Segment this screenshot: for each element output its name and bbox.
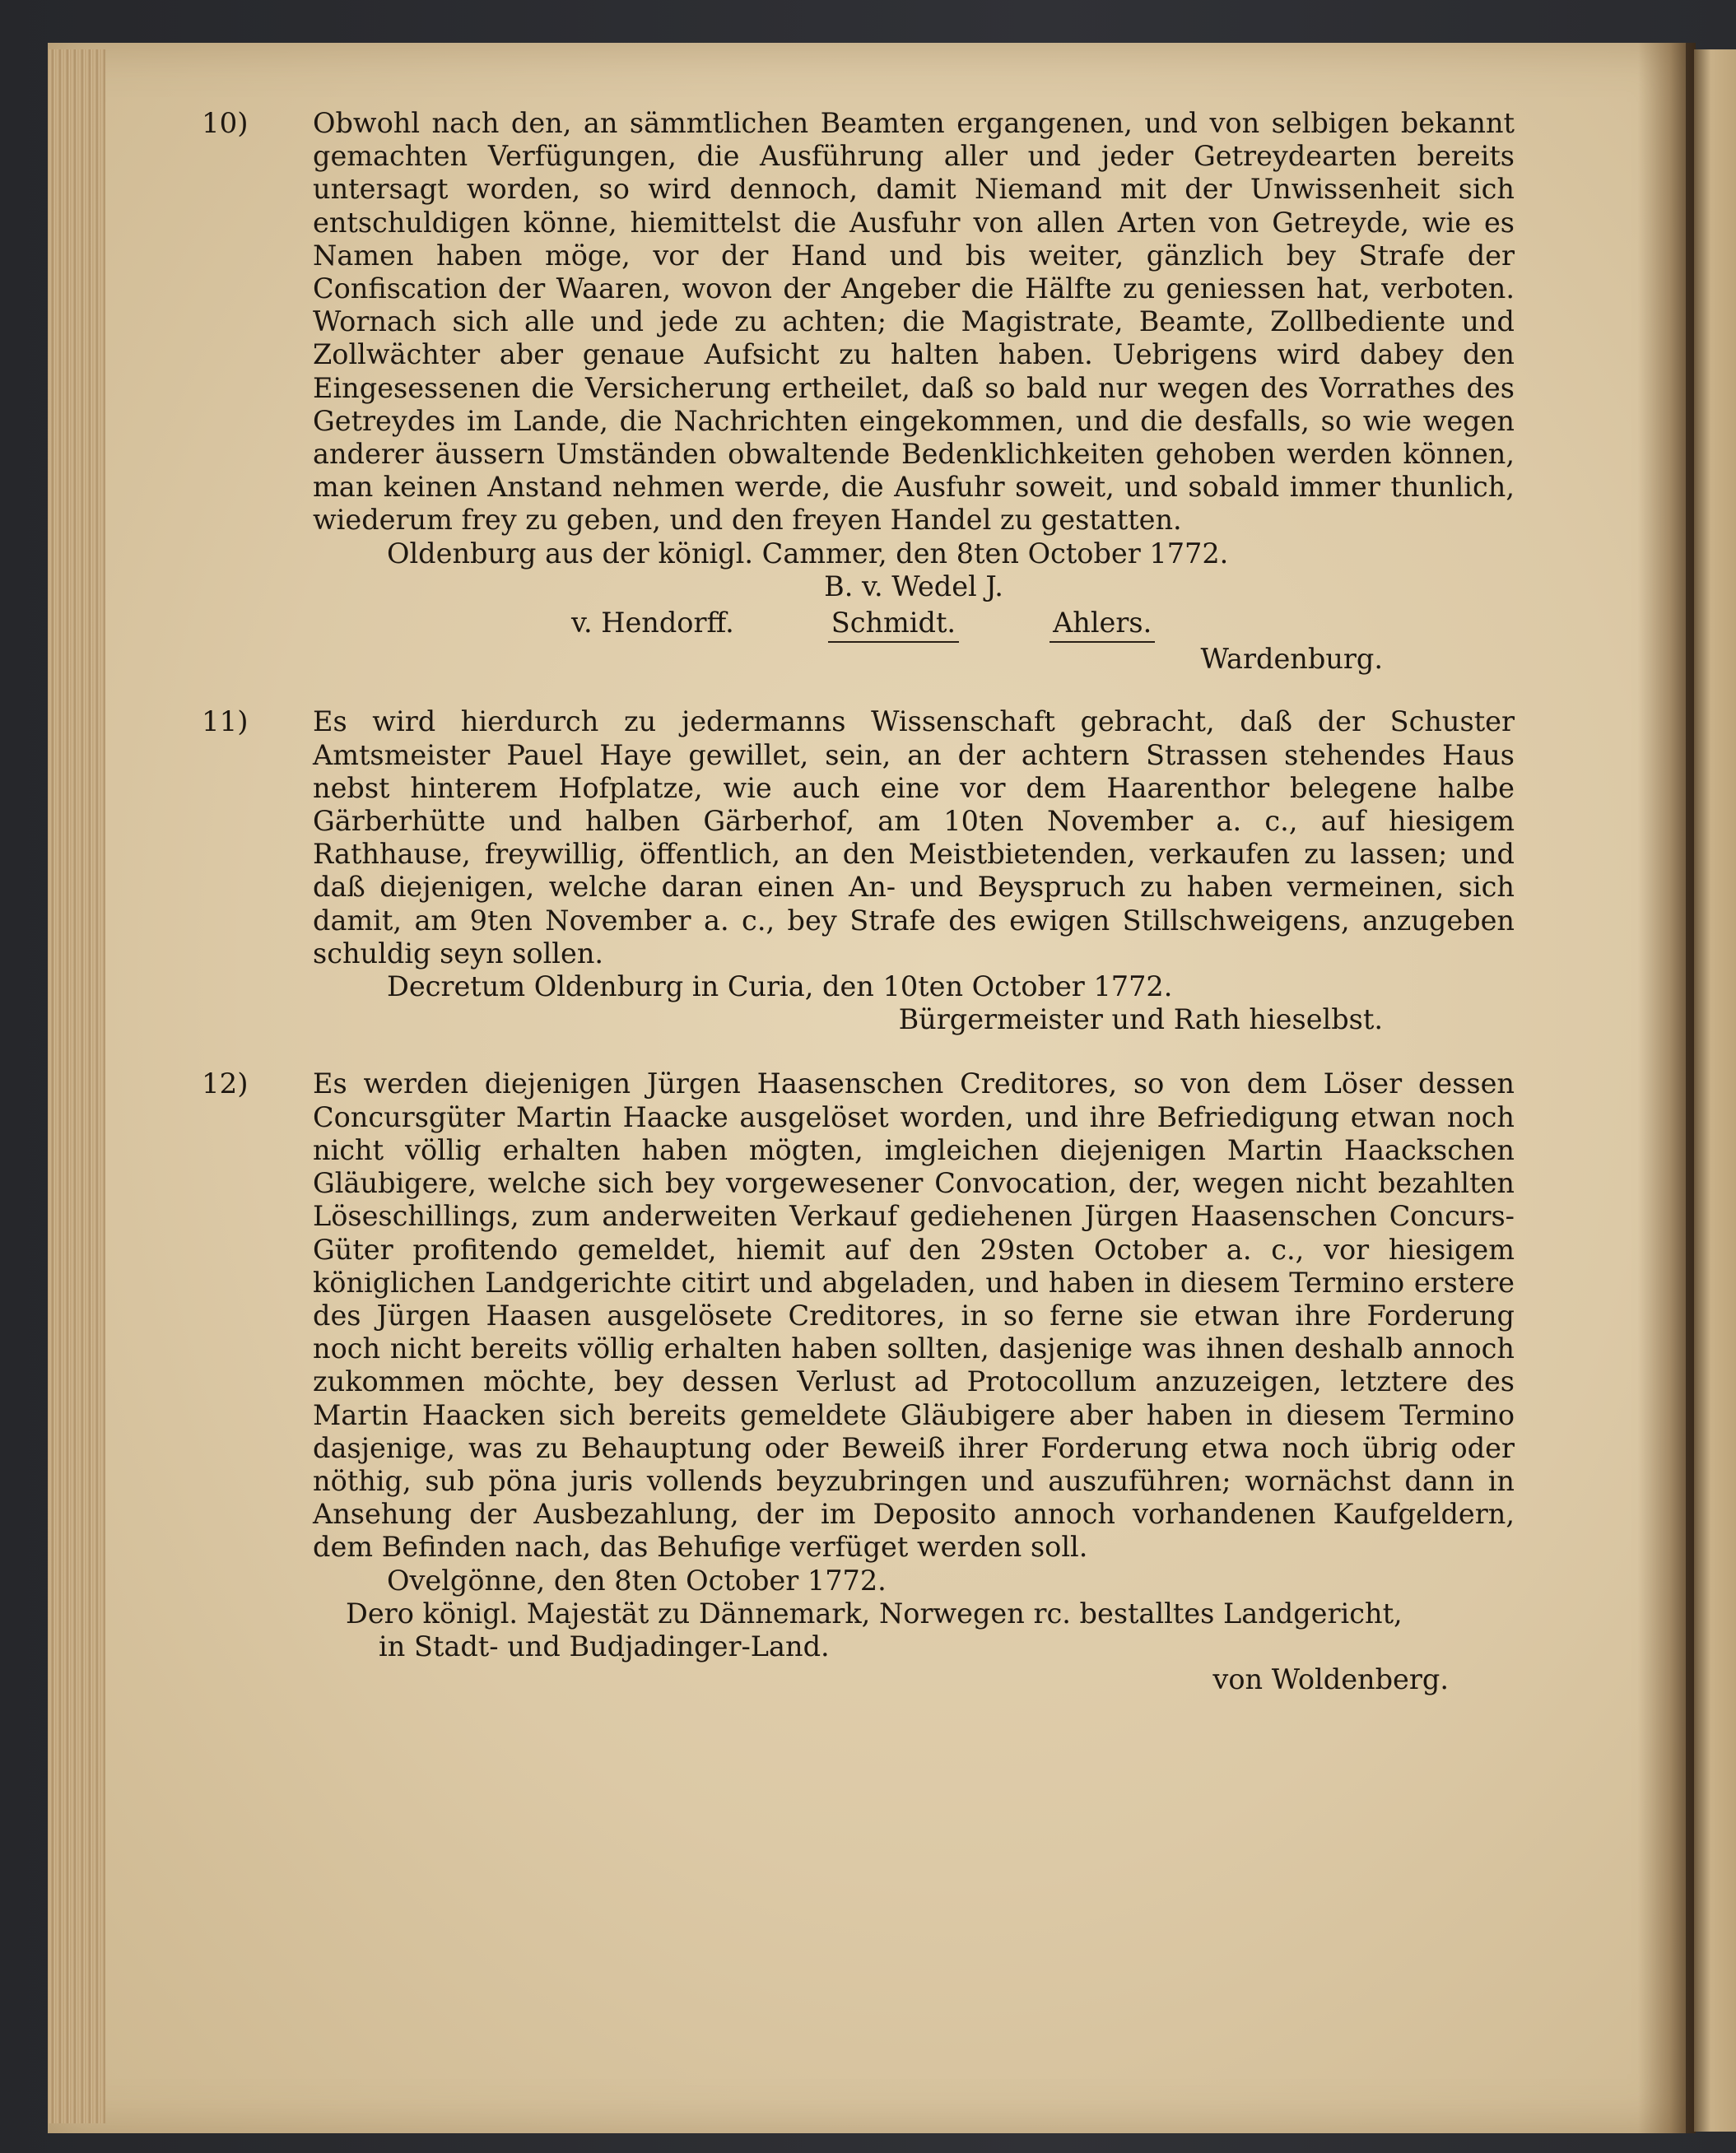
notice-number: 11) bbox=[202, 705, 249, 739]
page-gutter bbox=[1638, 43, 1696, 2133]
signature-name: v. Hendorff. bbox=[571, 607, 734, 639]
signature-name: Ahlers. bbox=[1050, 607, 1155, 643]
notice-11 bbox=[202, 705, 1515, 1036]
notice-date: Decretum Oldenburg in Curia, den 10ten October 1772. bbox=[387, 970, 1173, 1003]
notice-12 bbox=[202, 1067, 1515, 1696]
page-content bbox=[202, 107, 1515, 1696]
notice-date: Oldenburg aus der königl. Cammer, den 8ten October 1772. bbox=[387, 537, 1229, 570]
notice-number: 10) bbox=[202, 107, 249, 140]
notice-signature: von Woldenberg. bbox=[1212, 1663, 1449, 1696]
notice-10 bbox=[202, 107, 1515, 676]
court-line: in Stadt- und Budjadinger-Land. bbox=[379, 1630, 830, 1662]
facing-page-edge bbox=[1694, 49, 1736, 2132]
notice-text: Es wird hierdurch zu jedermanns Wissenschaft gebracht, daß der Schuster Amtsmeister Pauel Haye gewillet, sein, an der achtern Strassen stehendes Haus nebst hinterem Hofplatze, wie auch eine vor dem Haarenthor belegene halbe Gärberhütte und halben Gärberhof, am 10ten November a. c., auf hiesigem Rathhause, freywillig, öffentlich, an den Meistbietenden, verkaufen zu lassen; und daß diejenigen, welche daran einen An- und Beyspruch zu haben vermeinen, sich damit, am 9ten November a. c., bey Strafe des ewigen Stillschweigens, anzugeben schuldig seyn sollen. bbox=[313, 705, 1515, 970]
signature-main: B. v. Wedel J. bbox=[824, 570, 1003, 602]
signature-row bbox=[313, 607, 1515, 643]
notice-date: Ovelgönne, den 8ten October 1772. bbox=[387, 1564, 887, 1597]
page-edges bbox=[48, 49, 105, 2123]
notice-number: 12) bbox=[202, 1067, 249, 1101]
signature-last: Wardenburg. bbox=[1200, 643, 1383, 676]
signature-name: Schmidt. bbox=[828, 607, 959, 643]
notice-text: Es werden diejenigen Jürgen Haasenschen Creditores, so von dem Löser dessen Concursgüter Martin Haacke ausgelöset worden, und ihre Befriedigung etwan noch nicht völlig erhalten haben mögten, imgleichen diejenigen Martin Haackschen Gläubigere, welche sich bey vorgewesener Convocation, der, wegen nicht bezahlten Löseschillings, zum anderweiten Verkauf gediehenen Jürgen Haasenschen Concurs-Güter profitendo gemeldet, hiemit auf den 29sten October a. c., vor hiesigem königlichen Landgerichte citirt und abgeladen, und haben in diesem Termino erstere des Jürgen Haasen ausgelösete Creditores, in so ferne sie etwan ihre Forderung noch nicht bereits völlig erhalten haben sollten, dasjenige was ihnen deshalb annoch zukommen möchte, bey dessen Verlust ad Protocollum anzuzeigen, letztere des Martin Haacken sich bereits gemeldete Gläubigere aber haben in diesem Termino dasjenige, was zu Behauptung oder Beweiß ihrer Forderung etwa noch übrig oder nöthig, sub pöna juris vollends beyzubringen und auszuführen; wornächst dann in Ansehung der Ausbezahlung, der im Deposito annoch vorhandenen Kaufgeldern, dem Befinden nach, das Behufige verfüget werden soll. bbox=[313, 1067, 1515, 1564]
court-line: Dero königl. Majestät zu Dännemark, Norwegen rc. bestalltes Landgericht, bbox=[346, 1597, 1403, 1630]
notice-signature: Bürgermeister und Rath hieselbst. bbox=[898, 1003, 1383, 1036]
notice-text: Obwohl nach den, an sämmtlichen Beamten ergangenen, und von selbigen bekannt gemachten Verfügungen, die Ausführung aller und jeder Getreydearten bereits untersagt worden, so wird dennoch, damit Niemand mit der Unwissenheit sich entschuldigen könne, hiemittelst die Ausfuhr von allen Arten von Getreyde, wie es Namen haben möge, vor der Hand und bis weiter, gänzlich bey Strafe der Confiscation der Waaren, wovon der Angeber die Hälfte zu geniessen hat, verboten. Wornach sich alle und jede zu achten; die Magistrate, Beamte, Zollbediente und Zollwächter aber genaue Aufsicht zu halten haben. Uebrigens wird dabey den Eingesessenen die Versicherung ertheilet, daß so bald nur wegen des Vorrathes des Getreydes im Lande, die Nachrichten eingekommen, und die desfalls, so wie wegen anderer äussern Umständen obwaltende Bedenklichkeiten gehoben werden können, man keinen Anstand nehmen werde, die Ausfuhr soweit, und sobald immer thunlich, wiederum frey zu geben, und den freyen Handel zu gestatten. bbox=[313, 107, 1515, 537]
